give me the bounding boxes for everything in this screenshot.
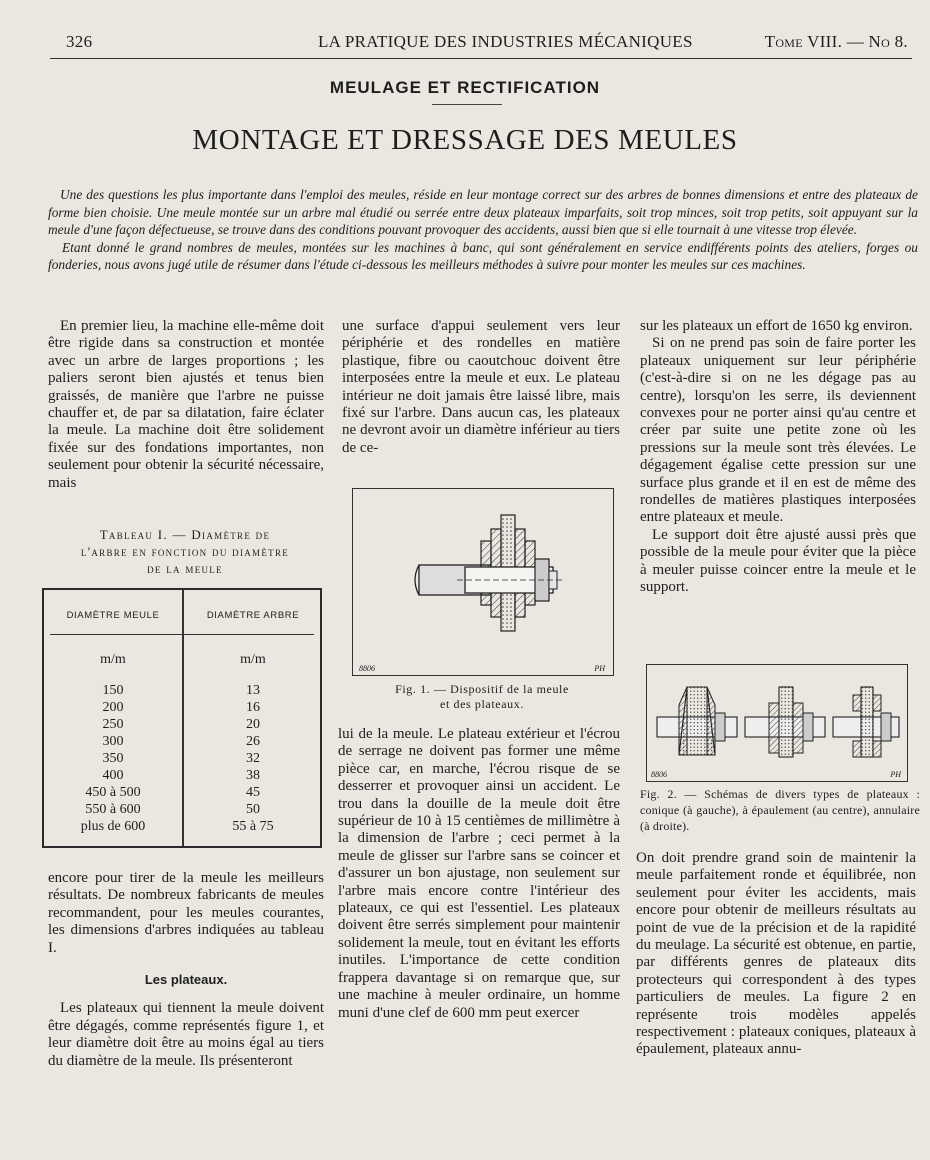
- caption-line: et des plateaux.: [440, 697, 524, 711]
- body-paragraph: sur les plateaux un effort de 1650 kg environ.: [640, 318, 913, 334]
- body-paragraph: Les plateaux qui tiennent la meule doivent être dégagés, comme représentés figure 1, et leur diamètre doit être au moins égal au tiers du diamètre de la meule. Ils présenteront: [48, 1000, 324, 1069]
- table-cell: 400: [102, 768, 124, 783]
- column-header-wheel-diameter: DIAMÈTRE MEULE: [66, 610, 160, 621]
- body-paragraph: Le support doit être ajusté aussi près que possible de la meule pour éviter que la pièce à meuler puisse coincer entre la meule et le support.: [640, 526, 916, 596]
- table-cell: 250: [102, 717, 124, 732]
- subheading: Les plateaux.: [144, 972, 228, 988]
- body-paragraph: une surface d'appui seulement vers leur périphérie et des rondelles en matière plastique, fibre ou caoutchouc doivent être interposées entre la meule et eux. Le plateau intérieur ne doit jamais être laissé libre, mais fixé sur l'arbre. Dans aucun cas, les plateaux ne devront avoir un diamètre inférieur au tiers de ce-: [342, 318, 620, 456]
- table-row: [44, 767, 320, 784]
- table-cell: 13: [246, 683, 260, 698]
- shoulder-flange: [745, 687, 825, 757]
- column-1-bottom: [48, 870, 324, 1070]
- table-row: [44, 818, 320, 835]
- intro-paragraph: Une des questions les plus importante dans l'emploi des meules, réside en leur montage correct sur des arbres de bonnes dimensions et entre des plateaux de forme bien choisie. Une meule montée sur un arbre mal étudié ou serrée entre deux plateaux imparfaits, soit trop minces, soit trop petits, soit appuyant sur la meule d'une façon défectueuse, se trouve dans des conditions pouvant provoquer des accidents, aussi bien que si elle tournait à une vitesse trop élevée.: [48, 187, 918, 238]
- table-cell: 150: [102, 683, 124, 698]
- body-paragraph: On doit prendre grand soin de maintenir la meule parfaitement ronde et équilibrée, non seulement pour éviter les accidents, mais encore pour obtenir de meilleurs résultats au point de vue de la précision et de la rapidité du meulage. La sécurité est obtenue, en partie, par différents genres de plateaux dits protecteurs qui correspondent à des types particuliers de meules. La figure 2 en représente trois modèles appelés respectivement : plateaux coniques, plateaux à épaulement, plateaux annu-: [636, 850, 916, 1058]
- column-1-top: [48, 318, 324, 492]
- body-paragraph: encore pour tirer de la meule les meilleurs résultats. De nombreux fabricants de meules recommandent, pour les meules courantes, les dimensions d'arbres indiquées au tableau I.: [48, 870, 324, 956]
- table-cell: 550 à 600: [85, 802, 141, 817]
- column-header-shaft-diameter: DIAMÈTRE ARBRE: [206, 610, 300, 621]
- flange-types-diagram: [647, 665, 907, 781]
- issue-label: Tome VIII. — No 8.: [764, 32, 908, 51]
- table-row: [44, 801, 320, 818]
- intro-paragraph: Etant donné le grand nombres de meules, montées sur les machines à banc, qui sont généralement en service endifférents points des ateliers, forges ou fonderies, nous avons jugé utile de résumer dans l'étude ci-dessous les meilleurs méthodes à suivre pour monter les meules sur ces machines.: [48, 239, 918, 273]
- table-caption-line: de la meule: [147, 561, 223, 576]
- figure-mark: 8806: [651, 770, 667, 779]
- table-cell: 50: [246, 802, 260, 817]
- table-caption: [44, 526, 326, 577]
- annular-flange: [833, 687, 899, 757]
- caption-line: Fig. 1. — Dispositif de la meule: [395, 682, 569, 696]
- figure-1-caption: [352, 682, 612, 712]
- column-2-bottom: [338, 726, 620, 1022]
- table-row: [44, 699, 320, 716]
- journal-title: LA PRATIQUE DES INDUSTRIES MÉCANIQUES: [318, 32, 693, 51]
- body-paragraph: Si on ne prend pas soin de faire porter les plateaux uniquement sur leur périphérie (c'est-à-dire si on ne les dégage pas au centre), lorsqu'on les serre, ils deviennent convexes pour ne porter ainsi qu'au centre et créer par suite une petite zone où les pressions sur la meule sont très élevées. Le dégagement égalise cette pression sur une surface plus grande et il en est de même des rondelles de matières plastiques interposées entre plateaux et meule.: [640, 335, 916, 526]
- table-cell: plus de 600: [80, 819, 146, 834]
- table-cell: 350: [102, 751, 124, 766]
- table-caption-line: Tableau I. — Diamètre de: [99, 527, 271, 542]
- article-title: MONTAGE ET DRESSAGE DES MEULES: [192, 124, 738, 156]
- table-row: [44, 750, 320, 767]
- table-cell: 26: [246, 734, 260, 749]
- table-cell: 32: [246, 751, 260, 766]
- wheel-mount-diagram: [353, 489, 613, 675]
- figure-mark: PH: [890, 770, 901, 779]
- conical-flange: [657, 687, 737, 755]
- column-3-top: [640, 318, 916, 597]
- section-rule: [432, 104, 502, 105]
- table-cell: 200: [102, 700, 124, 715]
- header-rule: [50, 58, 912, 59]
- table-cell: 38: [246, 768, 260, 783]
- table-cell: 20: [246, 717, 260, 732]
- body-paragraph: En premier lieu, la machine elle-même doit être rigide dans sa construction et montée avec un arbre de larges proportions ; les paliers seront bien ajustés et tenus bien graissés, de manière que l'arbre ne puisse chauffer et, de par sa dilatation, faire éclater la meule. La machine doit être solidement fixée sur des fondations importantes, non seulement pour obtenir la sécurité nécessaire, mais: [48, 318, 324, 491]
- table-row: [44, 784, 320, 801]
- table-header-rule: [50, 634, 314, 635]
- table-caption-line: l'arbre en fonction du diamètre: [80, 544, 290, 559]
- figure-mark: 8806: [359, 664, 375, 673]
- table-cell: 300: [102, 734, 124, 749]
- diameter-table: [42, 588, 322, 848]
- figure-2: [646, 664, 908, 782]
- column-2-top: [342, 318, 620, 457]
- figure-1: [352, 488, 614, 676]
- body-paragraph: lui de la meule. Le plateau extérieur et l'écrou de serrage ne doivent pas former une même pièce car, en marche, l'écrou risque de se desserrer et provoquer ainsi un accident. Le trou dans la douille de la meule doit être supérieur de 10 à 15 centièmes de millimètre à la dimension de l'arbre ; ceci permet à la meule de glisser sur l'arbre sans se coincer et d'assurer un bon ajustage, non seulement sur l'arbre mais encore contre l'intérieur des plateaux, ce qui est l'essentiel. Les plateaux doivent être serrés simplement pour maintenir solidement la meule, tout en évitant les efforts inutiles. L'importance de cette condition frappera davantage si on remarque que, sur une machine à meuler ordinaire, un homme muni d'une clef de 600 mm peut exercer: [338, 726, 620, 1021]
- table-row: [44, 716, 320, 733]
- table-cell: 16: [246, 700, 260, 715]
- column-3-bottom: [636, 850, 916, 1059]
- table-cell: 55 à 75: [232, 819, 274, 834]
- running-head: [48, 32, 910, 54]
- section-title: MEULAGE ET RECTIFICATION: [329, 78, 601, 97]
- page-number: 326: [66, 32, 93, 51]
- figure-2-caption: Fig. 2. — Schémas de divers types de plateaux : conique (à gauche), à épaulement (au centre), annulaire (à droite).: [640, 787, 920, 833]
- unit-label: m/m: [100, 652, 126, 667]
- table-body: [44, 682, 320, 835]
- table-row: [44, 733, 320, 750]
- unit-label: m/m: [240, 652, 266, 667]
- table-cell: 45: [246, 785, 260, 800]
- table-cell: 450 à 500: [85, 785, 141, 800]
- article-intro: [48, 186, 918, 274]
- figure-mark: PH: [594, 664, 605, 673]
- table-row: [44, 682, 320, 699]
